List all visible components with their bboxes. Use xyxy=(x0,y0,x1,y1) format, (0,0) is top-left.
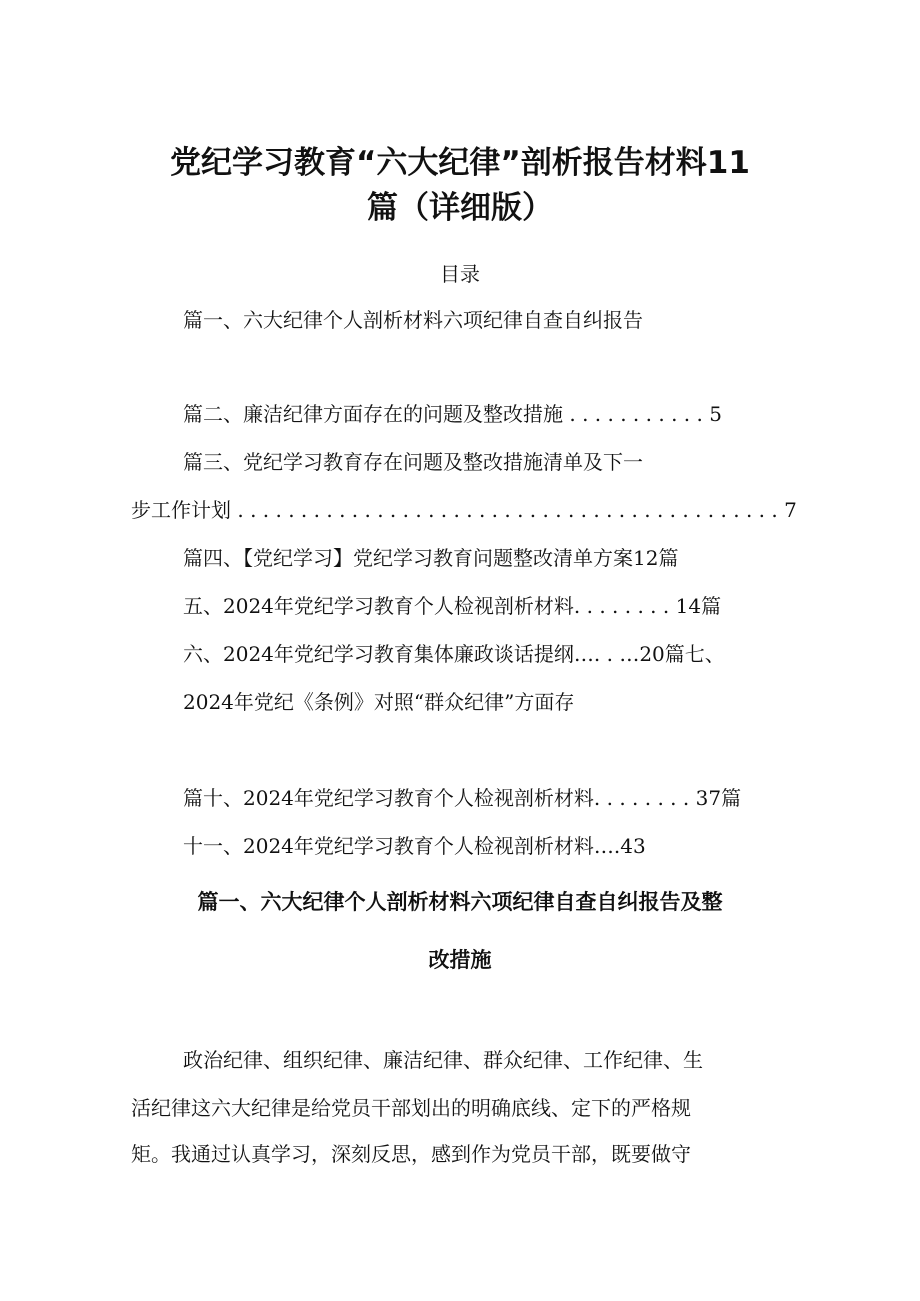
toc-entry[interactable]: 篇十、2024年党纪学习教育个人检视剖析材料. . . . . . . . 37篇 xyxy=(183,786,742,810)
toc-entry[interactable]: 五、2024年党纪学习教育个人检视剖析材料. . . . . . . . 14篇 xyxy=(183,594,722,618)
toc-entry[interactable]: 六、2024年党纪学习教育集体廉政谈话提纲…. . …20篇七、 xyxy=(183,642,725,666)
section-title-line-2: 改措施 xyxy=(428,948,492,972)
document-title-line-2: 篇（详细版） xyxy=(367,190,553,226)
toc-entry[interactable]: 篇三、党纪学习教育存在问题及整改措施清单及下一 xyxy=(183,450,643,474)
toc-entry[interactable]: 篇一、六大纪律个人剖析材料六项纪律自查自纠报告 xyxy=(183,308,643,332)
toc-entry[interactable]: 篇四、【党纪学习】党纪学习教育问题整改清单方案12篇 xyxy=(183,546,679,570)
toc-heading: 目录 xyxy=(440,262,480,286)
toc-entry[interactable]: 篇二、廉洁纪律方面存在的问题及整改措施 . . . . . . . . . . . 5 xyxy=(183,402,722,426)
body-paragraph-line: 矩。我通过认真学习，深刻反思，感到作为党员干部，既要做守 xyxy=(131,1142,691,1166)
toc-entry[interactable]: 2024年党纪《条例》对照“群众纪律”方面存 xyxy=(183,690,575,714)
toc-entry[interactable]: 步工作计划 . . . . . . . . . . . . . . . . . . . . . . . . . . . . . . . . . . . . . . . . . . . 7 xyxy=(131,498,797,522)
document-title-line-1: 党纪学习教育“六大纪律”剖析报告材料11 xyxy=(170,145,750,181)
body-paragraph-line: 政治纪律、组织纪律、廉洁纪律、群众纪律、工作纪律、生 xyxy=(183,1048,703,1072)
body-paragraph-line: 活纪律这六大纪律是给党员干部划出的明确底线、定下的严格规 xyxy=(131,1096,691,1120)
toc-entry[interactable]: 十一、2024年党纪学习教育个人检视剖析材料….43 xyxy=(183,834,646,858)
section-title-line-1: 篇一、六大纪律个人剖析材料六项纪律自查自纠报告及整 xyxy=(197,890,723,914)
